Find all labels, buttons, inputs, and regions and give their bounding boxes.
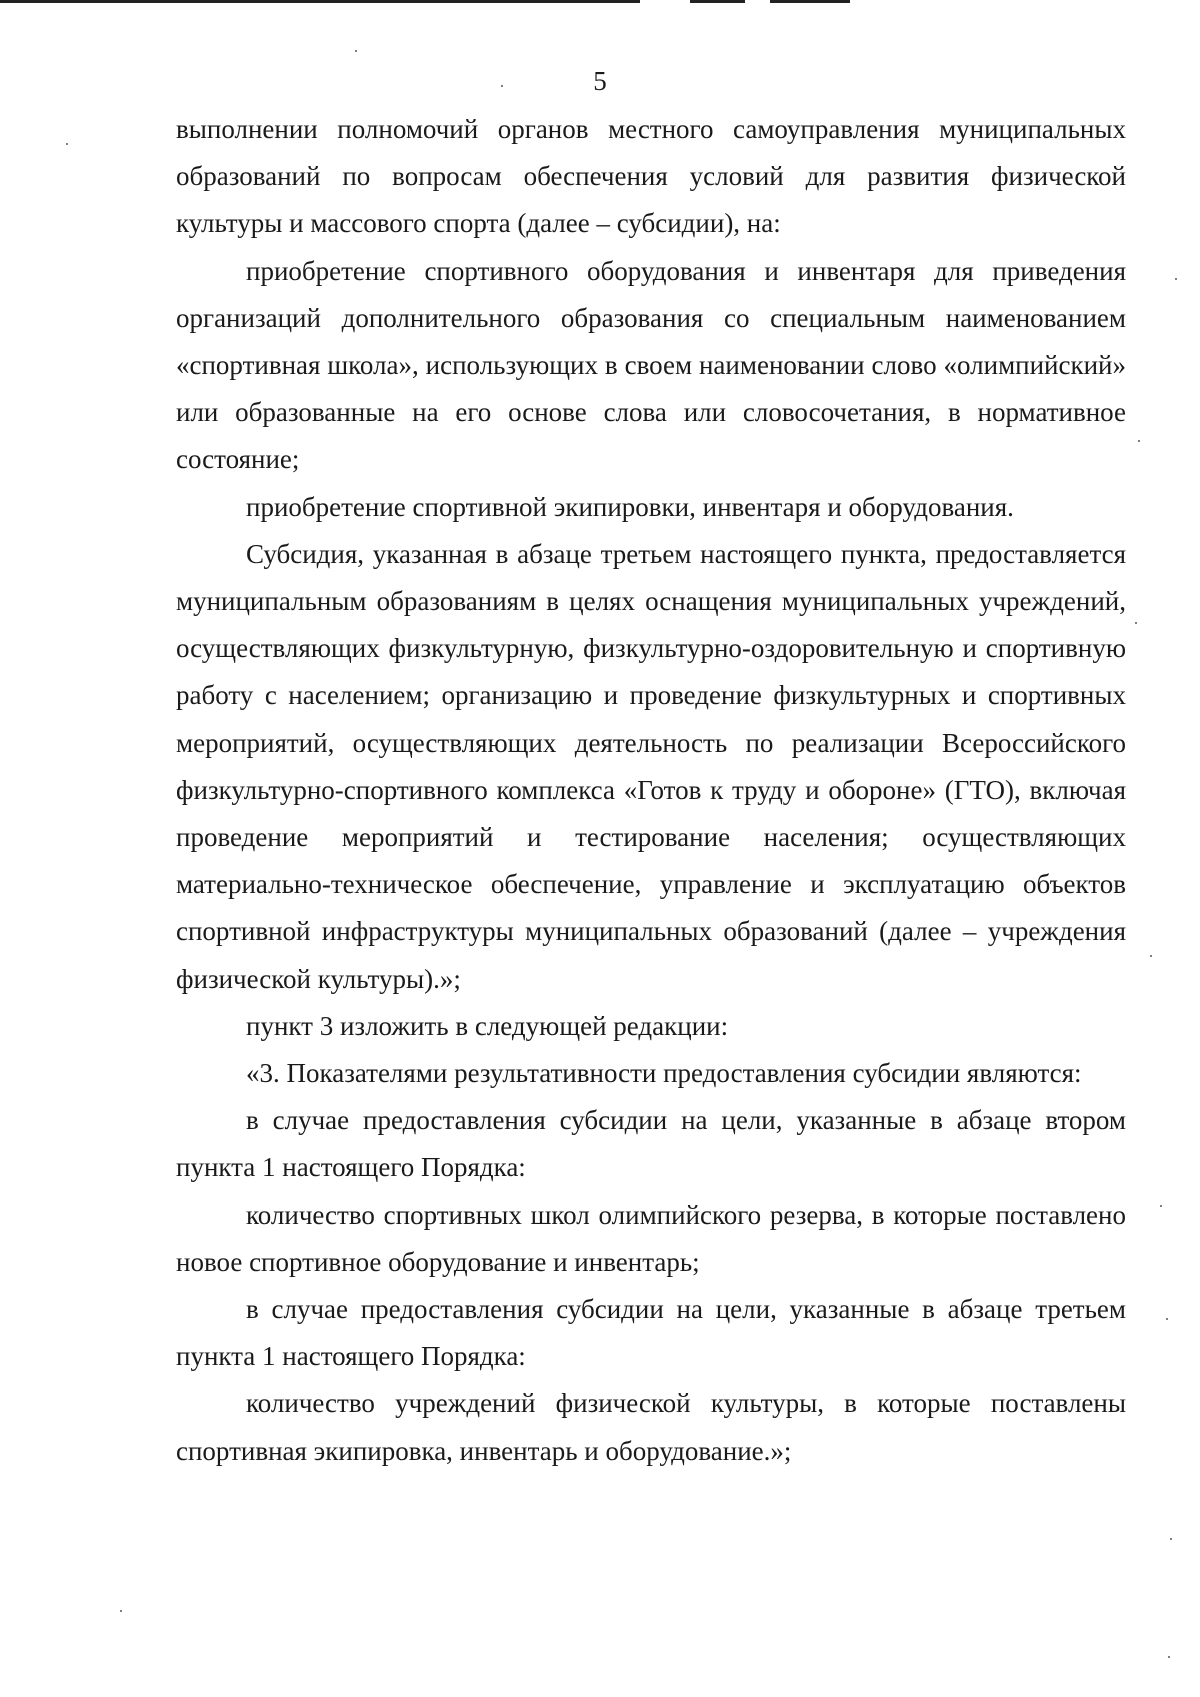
scan-edge-marks [0,0,1200,8]
paragraph-equipment-purchase: приобретение спортивного оборудования и инвентаря для приведения организаций дополнительного образования со специальным наименованием «спортивная школа», использующих в своем наименовании слово «олимпийский» или образованные на его основе слова или словосочетания, в нормативное состояние; [176,255,1126,475]
document-body [176,106,1126,1475]
scan-speck [1150,955,1152,957]
scan-speck [1168,1656,1170,1658]
paragraph-case-second-abzac: в случае предоставления субсидии на цели, указанные в абзаце втором пункта 1 настоящего Порядка: [176,1105,1126,1183]
scan-speck [66,143,68,145]
paragraph-indicator-institutions: количество учреждений физической культуры, в которые поставлены спортивная экипировка, инвентарь и оборудование.»; [176,1388,1126,1466]
paragraph-subsidy-purpose: Субсидия, указанная в абзаце третьем настоящего пункта, предоставляется муниципальным образованиям в целях оснащения муниципальных учреждений, осуществляющих физкультурную, физкультурно-оздоровительную и спортивную работу с населением; организацию и проведение физкультурных и спортивных мероприятий, осуществляющих деятельность по реализации Всероссийского физкультурно-спортивного комплекса «Готов к труду и обороне» (ГТО), включая проведение мероприятий и тестирование населения; осуществляющих материально-техническое обеспечение, управление и эксплуатацию объектов спортивной инфраструктуры муниципальных образований (далее – учреждения физической культуры).»; [176,538,1126,994]
scan-speck [1166,1318,1168,1320]
scan-speck [1170,1538,1172,1540]
paragraph-indicator-schools: количество спортивных школ олимпийского резерва, в которые поставлено новое спортивное оборудование и инвентарь; [176,1199,1126,1277]
scan-speck [1135,622,1137,624]
paragraph-point-3: «3. Показателями результативности предоставления субсидии являются: [246,1058,1082,1089]
scan-speck [1160,1205,1162,1207]
paragraph-case-third-abzac: в случае предоставления субсидии на цели, указанные в абзаце третьем пункта 1 настоящего Порядка: [176,1294,1126,1372]
scan-speck [1138,440,1140,442]
paragraph-outfit-purchase: приобретение спортивной экипировки, инвентаря и оборудования. [246,491,1014,522]
scan-speck [501,85,503,87]
scan-speck [120,1610,122,1612]
scan-speck [1175,278,1177,280]
paragraph-point-3-intro: пункт 3 изложить в следующей редакции: [246,1010,729,1041]
page-number: 5 [593,66,607,96]
scan-speck [355,50,357,52]
paragraph-continuation: выполнении полномочий органов местного самоуправления муниципальных образований по вопросам обеспечения условий для развития физической культуры и массового спорта (далее – субсидии), на: [176,114,1126,239]
